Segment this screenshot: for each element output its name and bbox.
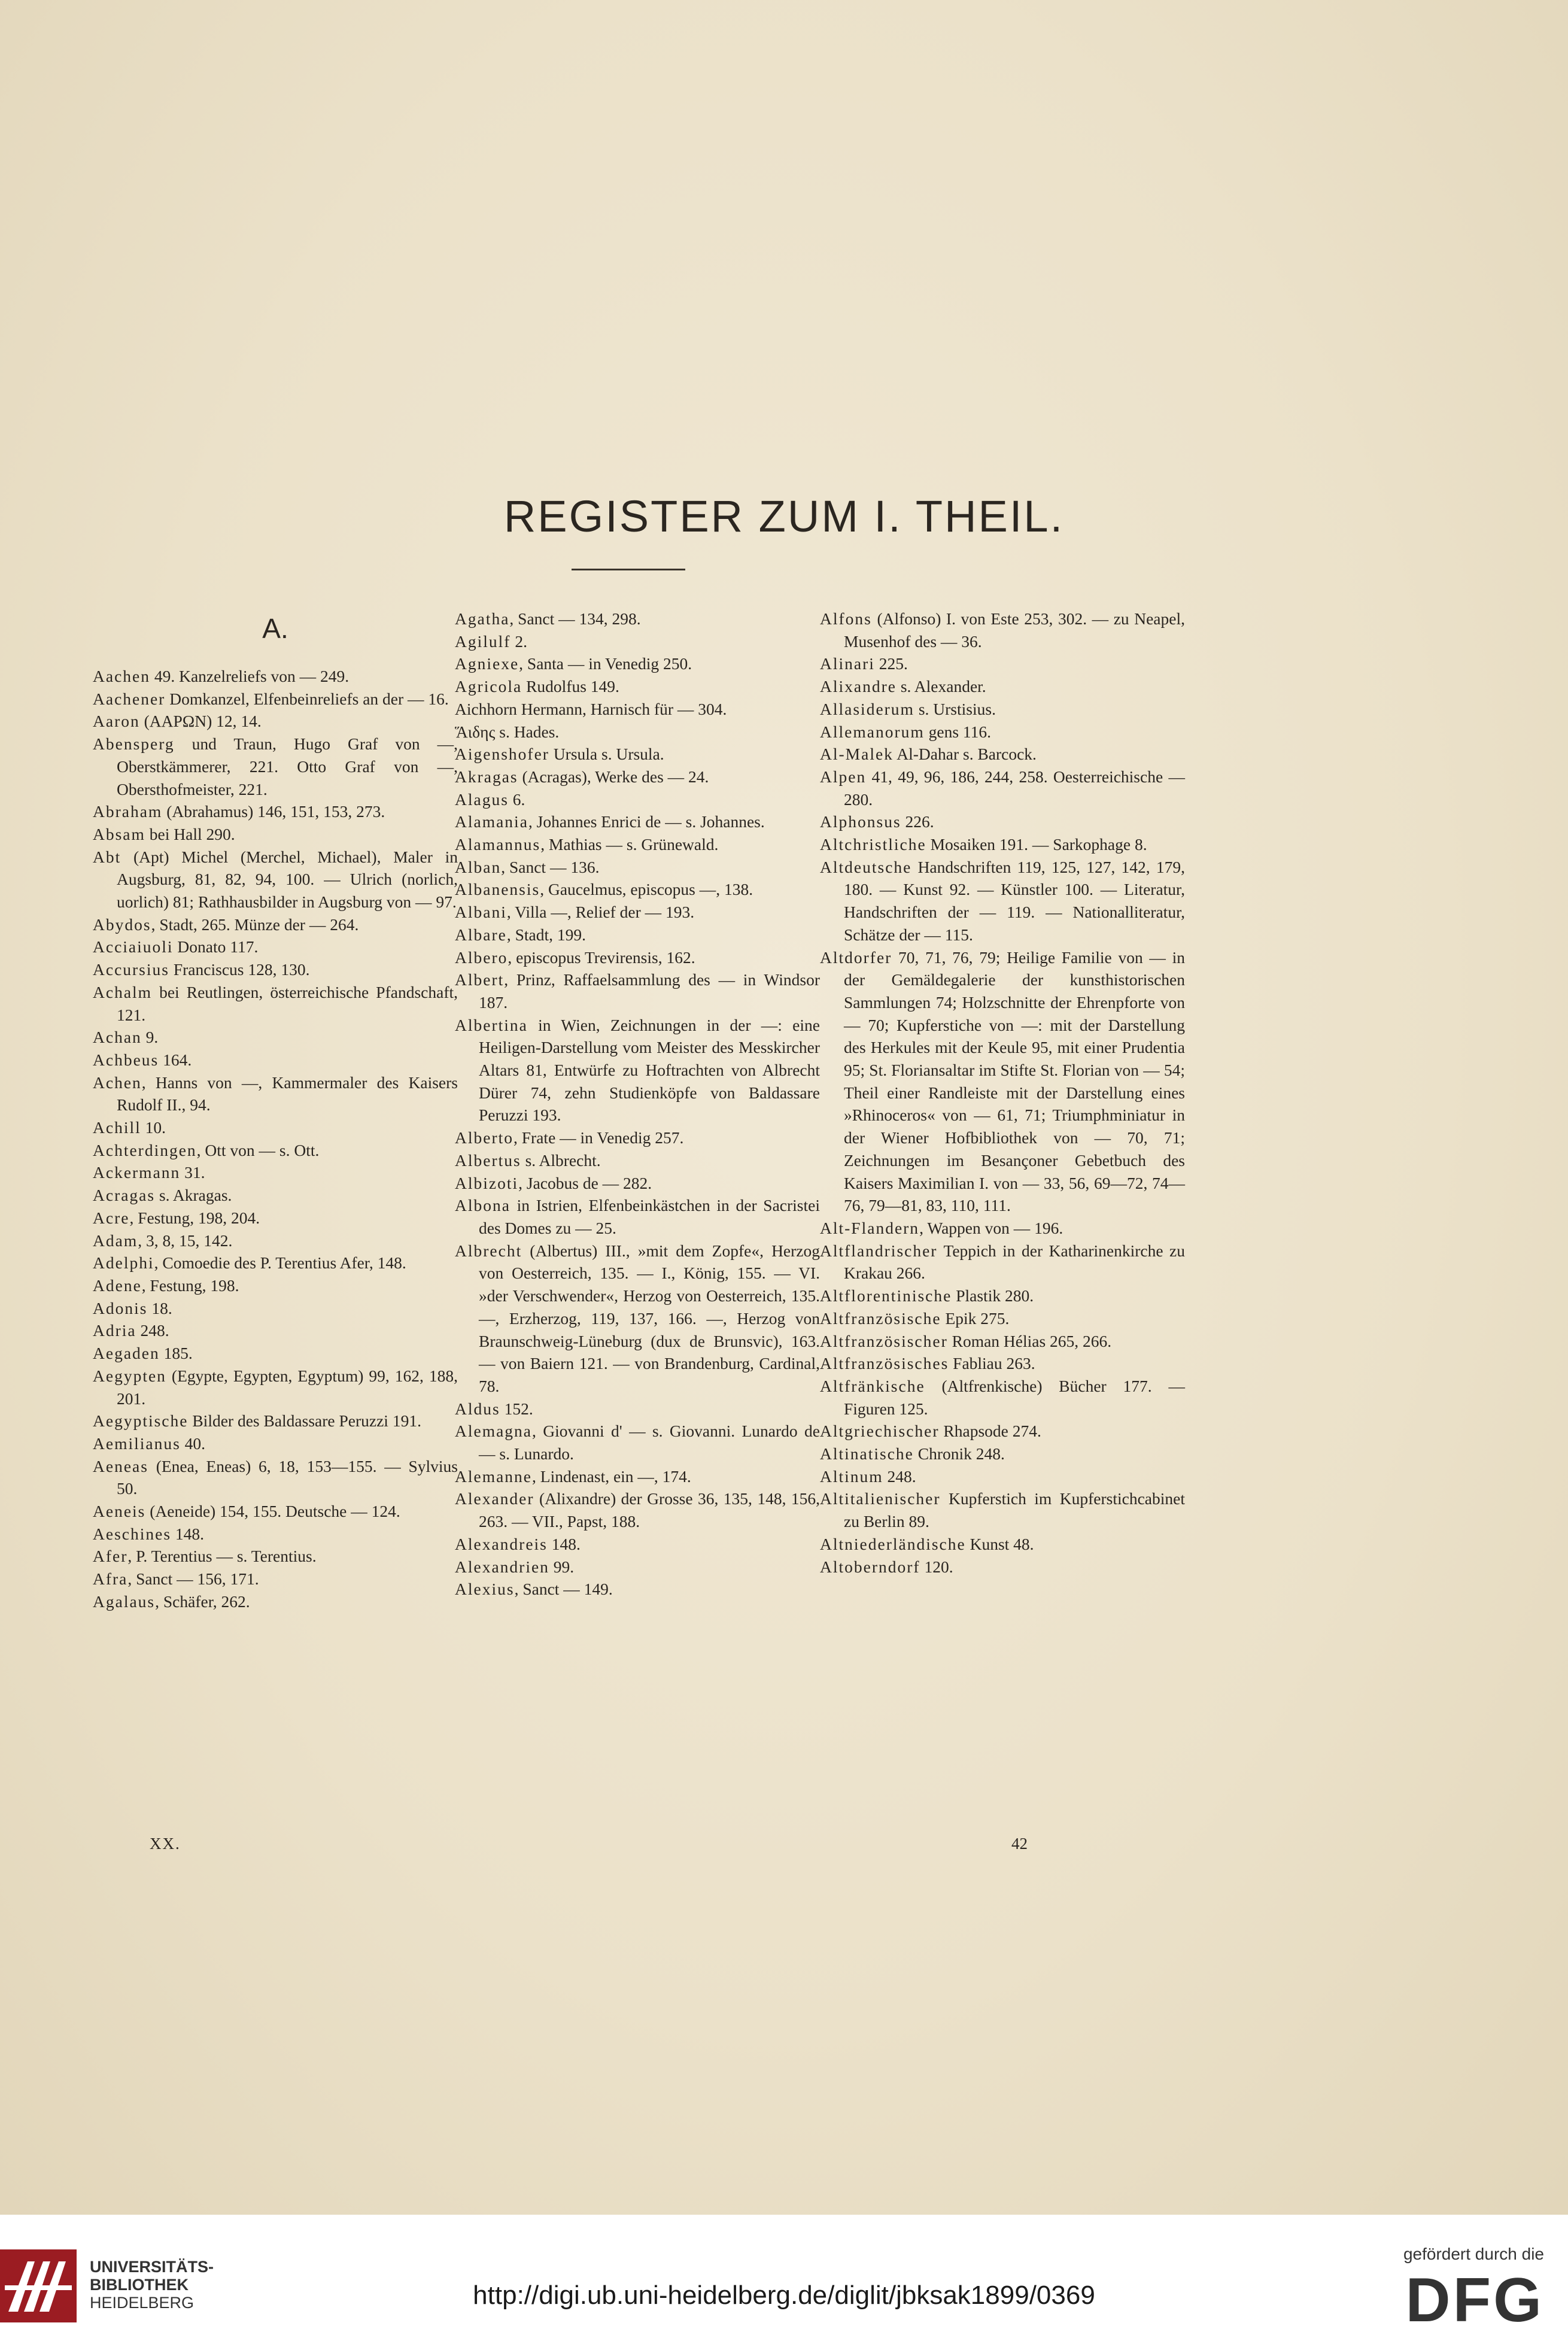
index-entry-text: Al-Dahar s. Barcock.	[893, 745, 1037, 764]
index-entry-text: Plastik 280.	[952, 1286, 1034, 1305]
index-headword: Alexandrien	[455, 1557, 549, 1576]
index-headword: Adelphi	[93, 1253, 154, 1273]
index-entry	[455, 630, 820, 653]
index-entry	[820, 1240, 1185, 1285]
sponsor-label: gefördert durch die	[1403, 2245, 1544, 2263]
index-entry	[455, 788, 820, 811]
index-entry	[455, 1172, 820, 1195]
index-headword: Altfränkische	[820, 1376, 925, 1395]
index-entry	[455, 698, 820, 721]
index-entry	[455, 766, 820, 788]
index-entry	[93, 1523, 458, 1546]
index-headword: Aigenshofer	[455, 745, 549, 764]
index-entry	[455, 946, 820, 969]
index-entry-text: (ΑΑΡΩΝ) 12, 14.	[139, 712, 262, 731]
index-entry	[455, 1240, 820, 1398]
index-entry	[93, 733, 458, 800]
index-entry-text: (Altfrenkische) Bücher 177. — Figuren 125.	[844, 1376, 1185, 1418]
index-headword: Albrecht	[455, 1241, 522, 1260]
index-entry-text: , Villa —, Relief der — 193.	[506, 903, 695, 922]
index-headword: Aeschines	[93, 1524, 172, 1543]
index-entry-text: 18.	[147, 1298, 172, 1317]
index-headword: Altinatische	[820, 1444, 914, 1464]
index-headword: Afer	[93, 1547, 128, 1566]
index-headword: Aldus	[455, 1399, 500, 1418]
index-entry-text: , Giovanni d' — s. Giovanni. Lunardo de — s. Lunardo.	[479, 1422, 820, 1464]
index-entry-text: in Wien, Zeichnungen in der —: eine Heiligen-Darstellung vom Meister des Messkircher Altars 81, Entwürfe zu Hoftrachten von Albrecht Dürer 74, zehn Studienköpfe von Baldassare Peruzzi 193.	[479, 1015, 820, 1125]
index-headword: Abensperg	[93, 734, 175, 754]
index-entry-text: , Ott von — s. Ott.	[196, 1140, 320, 1159]
index-entry	[93, 688, 458, 711]
index-entry-text: 148.	[171, 1524, 205, 1543]
index-entry	[93, 1297, 458, 1320]
index-entry	[820, 833, 1185, 856]
index-entry-text: Kupferstich im Kupferstichcabinet zu Berlin 89.	[844, 1489, 1185, 1531]
index-entry	[455, 1398, 820, 1420]
index-entry-text: 120.	[920, 1557, 953, 1576]
index-entry	[93, 1139, 458, 1162]
index-entry	[820, 1487, 1185, 1532]
index-entry-text: Handschriften 119, 125, 127, 142, 179, 180. — Kunst 92. — Künstler 100. — Literatur, Handschriften der — 119. — Nationalliteratur, Schätze der — 115.	[844, 857, 1185, 944]
index-headword: Altchristliche	[820, 835, 926, 854]
index-headword: Alexandreis	[455, 1534, 548, 1553]
index-entry-text: s. Urstisius.	[914, 699, 996, 718]
index-entry	[820, 766, 1185, 810]
index-entry	[93, 913, 458, 936]
index-entry	[93, 1071, 458, 1116]
index-entry	[93, 1455, 458, 1500]
index-entry	[455, 856, 820, 879]
index-entry-text: Teppich in der Katharinenkirche zu Krakau 266.	[844, 1241, 1185, 1283]
index-entry-text: , episcopus Trevirensis, 162.	[508, 948, 695, 967]
index-entry-text: Chronik 248.	[913, 1444, 1005, 1464]
index-entry-text: bei Hall 290.	[145, 824, 235, 843]
index-entry-text: bei Reutlingen, österreichische Pfandschaft, 121.	[117, 982, 458, 1024]
institution-name: UNIVERSITÄTS- BIBLIOTHEK HEIDELBERG	[90, 2258, 214, 2312]
index-headword: Alban	[455, 857, 502, 876]
index-headword: Altdeutsche	[820, 857, 912, 876]
index-headword: Albare	[455, 925, 507, 944]
index-entry	[455, 1533, 820, 1556]
index-entry	[455, 1420, 820, 1465]
index-entry	[93, 846, 458, 913]
index-entry	[93, 1049, 458, 1071]
index-entry	[820, 856, 1185, 946]
index-entry-text: (Alixandre) der Grosse 36, 135, 148, 156, 263. — VII., Papst, 188.	[479, 1489, 820, 1531]
index-entry-text: s. Alexander.	[896, 677, 986, 696]
index-headword: Albona	[455, 1196, 510, 1215]
index-headword: Altitalienischer	[820, 1489, 941, 1508]
index-entry-text: s. Albrecht.	[521, 1150, 601, 1170]
index-entry-text: Franciscus 128, 130.	[169, 960, 310, 979]
index-entry-text: gens 116.	[924, 722, 992, 741]
index-headword: Altdorfer	[820, 948, 892, 967]
index-entry	[820, 810, 1185, 833]
index-headword: Alamannus	[455, 835, 541, 854]
index-entry-text: , Sanct — 134, 298.	[509, 609, 641, 628]
index-headword: Aachener	[93, 689, 166, 708]
index-headword: Albertina	[455, 1015, 528, 1034]
index-headword: Ackermann	[93, 1163, 181, 1182]
index-headword: Adria	[93, 1321, 136, 1340]
index-entry-text: (Albertus) III., »mit dem Zopfe«, Herzog von Oesterreich, 135. — I., König, 155. — VI. »der Verschwender«, Herzog von Oesterreich, 135. —, Erzherzog, 119, 137, 166. —, Herzog von Braunschweig-Lüneburg (dux de Brunsvic), 163. — von Baiern 121. — von Brandenburg, Cardinal, 78.	[479, 1241, 820, 1395]
index-entry	[93, 1116, 458, 1139]
index-entry-text: (Apt) Michel (Merchel, Michael), Maler in Augsburg, 81, 82, 94, 100. — Ulrich (norlich, uorlich) 81; Rathhausbilder in Augsburg von — 97.	[117, 847, 458, 912]
index-headword: Achen	[93, 1073, 142, 1092]
index-headword: Aeneis	[93, 1502, 146, 1521]
index-entry	[820, 1420, 1185, 1443]
index-entry	[820, 1330, 1185, 1353]
index-entry-text: , P. Terentius — s. Terentius.	[127, 1547, 317, 1566]
index-headword: Alberto	[455, 1128, 514, 1147]
index-headword: Alixandre	[820, 677, 897, 696]
index-entry-text: s. Akragas.	[155, 1186, 232, 1205]
index-headword: Alagus	[455, 790, 509, 809]
index-entry-text: 148.	[547, 1534, 581, 1553]
index-entry	[820, 1533, 1185, 1556]
index-entry	[455, 1487, 820, 1532]
index-entry-text: (Egypte, Egypten, Egyptum) 99, 162, 188, 201.	[117, 1366, 458, 1408]
index-entry-text: , Lindenast, ein —, 174.	[532, 1466, 691, 1486]
index-entry-text: Ἅιδης s. Hades.	[455, 722, 560, 741]
index-headword: Akragas	[455, 767, 518, 786]
index-entry	[93, 1229, 458, 1252]
index-entry	[820, 1556, 1185, 1578]
index-entry-text: Fabliau 263.	[949, 1354, 1035, 1373]
index-headword: Albizoti	[455, 1173, 519, 1192]
index-headword: Alt-Flandern	[820, 1218, 920, 1237]
index-headword: Altfranzösisches	[820, 1354, 949, 1373]
index-entry	[820, 1375, 1185, 1420]
index-entry	[455, 675, 820, 698]
index-entry	[93, 1410, 458, 1432]
index-entry	[455, 743, 820, 766]
index-headword: Abydos	[93, 915, 151, 934]
index-entry-text: (Acragas), Werke des — 24.	[518, 767, 709, 786]
index-headword: Allasiderum	[820, 699, 914, 718]
index-entry	[820, 608, 1185, 652]
index-headword: Agricola	[455, 677, 522, 696]
index-entry-text: , Gaucelmus, episcopus —, 138.	[540, 880, 753, 899]
index-entry	[455, 924, 820, 946]
index-headword: Alfons	[820, 609, 872, 628]
index-entry	[93, 823, 458, 846]
index-headword: Adonis	[93, 1298, 148, 1317]
index-headword: Albero	[455, 948, 508, 967]
index-entry	[820, 675, 1185, 698]
index-column-3	[820, 608, 1185, 1578]
index-entry	[93, 1545, 458, 1568]
index-entry-text: in Istrien, Elfenbeinkästchen in der Sacristei des Domes zu — 25.	[479, 1196, 820, 1237]
index-headword: Achan	[93, 1028, 142, 1047]
index-entry	[455, 1149, 820, 1172]
index-headword: Alemanne	[455, 1466, 533, 1486]
page-number: 42	[1011, 1835, 1028, 1853]
index-entry	[455, 652, 820, 675]
index-headword: Aegypten	[93, 1366, 166, 1385]
index-entry-text: , Sanct — 156, 171.	[127, 1569, 259, 1589]
index-headword: Albert	[455, 970, 505, 989]
index-entry	[455, 833, 820, 856]
index-entry-text: Mosaiken 191. — Sarkophage 8.	[926, 835, 1147, 854]
index-entry-text: Ursula s. Ursula.	[549, 745, 664, 764]
index-headword: Alexander	[455, 1489, 534, 1508]
index-headword: Albertus	[455, 1150, 521, 1170]
index-entry	[93, 1500, 458, 1523]
index-entry	[455, 810, 820, 833]
index-entry	[93, 981, 458, 1026]
document-url-link[interactable]: http://digi.ub.uni-heidelberg.de/diglit/jbksak1899/0369	[473, 2281, 1095, 2310]
index-headword: Achbeus	[93, 1050, 159, 1069]
index-entry-text: Bilder des Baldassare Peruzzi 191.	[188, 1411, 421, 1431]
index-entry	[93, 1161, 458, 1184]
index-entry-text: Kunst 48.	[965, 1534, 1034, 1553]
index-headword: Albani	[455, 903, 507, 922]
index-headword: Acciaiuoli	[93, 937, 174, 957]
index-entry-text: 99.	[549, 1557, 575, 1576]
index-entry	[820, 652, 1185, 675]
index-entry	[455, 1014, 820, 1127]
index-headword: Acre	[93, 1208, 130, 1227]
index-headword: Albanensis	[455, 880, 540, 899]
index-entry-text: und Traun, Hugo Graf von —, Oberstkämmerer, 221. Otto Graf von —, Obersthofmeister, 221.	[117, 734, 458, 798]
index-entry	[820, 1352, 1185, 1375]
index-entry-text: (Aeneide) 154, 155. Deutsche — 124.	[145, 1502, 400, 1521]
index-entry	[820, 1465, 1185, 1488]
index-entry	[93, 1207, 458, 1229]
index-entry-text: Epik 275.	[941, 1308, 1010, 1328]
index-entry	[820, 1285, 1185, 1307]
index-entry-text: 9.	[141, 1028, 159, 1047]
index-entry	[455, 1127, 820, 1149]
index-entry-text: , Hanns von —, Kammermaler des Kaisers Rudolf II., 94.	[117, 1073, 458, 1115]
index-headword: Altflandrischer	[820, 1241, 938, 1260]
index-entry-text: , Comoedie des P. Terentius Afer, 148.	[154, 1253, 406, 1273]
index-headword: Altfranzösische	[820, 1308, 941, 1328]
index-entry-text: 41, 49, 96, 186, 244, 258. Oesterreichische — 280.	[844, 767, 1185, 809]
signature-mark: XX.	[150, 1835, 181, 1853]
index-entry	[455, 1578, 820, 1601]
index-headword: Agilulf	[455, 631, 511, 651]
index-entry	[93, 1026, 458, 1049]
index-headword: Allemanorum	[820, 722, 925, 741]
index-entry	[455, 1465, 820, 1488]
index-column-2	[455, 608, 820, 1601]
index-entry-text: , Prinz, Raffaelsammlung des — in Windsor 187.	[479, 970, 820, 1012]
index-entry	[93, 710, 458, 733]
index-entry	[93, 958, 458, 981]
index-headword: Aegyptische	[93, 1411, 189, 1431]
index-headword: Achill	[93, 1118, 141, 1137]
index-headword: Alphonsus	[820, 812, 901, 831]
index-entry-text: Domkanzel, Elfenbeinreliefs an der — 16.	[165, 689, 449, 708]
index-entry-text: 164.	[159, 1050, 192, 1069]
index-headword: Aaron	[93, 712, 140, 731]
index-entry	[93, 1568, 458, 1590]
index-entry-text: 152.	[500, 1399, 533, 1418]
index-entry	[93, 665, 458, 688]
index-headword: Al-Malek	[820, 745, 894, 764]
index-entry-text: 10.	[141, 1118, 166, 1137]
index-column-1	[93, 608, 458, 1613]
index-entry	[820, 1217, 1185, 1240]
index-entry-text: Donato 117.	[173, 937, 259, 957]
index-headword: Achterdingen	[93, 1140, 197, 1159]
index-headword: Abraham	[93, 802, 163, 821]
index-headword: Agatha	[455, 609, 510, 628]
index-headword: Aemilianus	[93, 1434, 181, 1453]
index-entry	[93, 936, 458, 958]
index-headword: Alpen	[820, 767, 867, 786]
index-entry	[455, 1194, 820, 1239]
index-entry-text: , Frate — in Venedig 257.	[513, 1128, 684, 1147]
index-entry	[93, 1342, 458, 1365]
index-entry-text: , Wappen von — 196.	[919, 1218, 1063, 1237]
index-headword: Adene	[93, 1276, 142, 1295]
index-headword: Abt	[93, 847, 121, 866]
index-entry-text: 185.	[159, 1344, 193, 1363]
index-entry-text: , Sanct — 136.	[501, 857, 600, 876]
index-entry	[820, 743, 1185, 766]
index-entry	[820, 1307, 1185, 1330]
index-headword: Absam	[93, 824, 145, 843]
index-entry-text: 6.	[508, 790, 525, 809]
index-entry	[93, 1252, 458, 1274]
index-entry-text: Roman Hélias 265, 266.	[947, 1331, 1112, 1350]
index-entry-text: Rudolfus 149.	[522, 677, 619, 696]
index-headword: Altinum	[820, 1466, 883, 1486]
index-entry	[93, 1184, 458, 1207]
index-headword: Alinari	[820, 654, 875, 673]
index-entry-text: , 3, 8, 15, 142.	[138, 1231, 233, 1250]
index-entry-text: 2.	[510, 631, 527, 651]
index-entry-text: Aichhorn Hermann, Harnisch für — 304.	[455, 699, 727, 718]
index-entry	[93, 1365, 458, 1410]
index-entry-text: , Jacobus de — 282.	[518, 1173, 652, 1192]
index-headword: Alexius	[455, 1580, 515, 1599]
index-headword: Alamania	[455, 812, 528, 831]
index-entry-text: , Mathias — s. Grünewald.	[540, 835, 719, 854]
index-entry	[455, 878, 820, 901]
index-entry	[820, 946, 1185, 1217]
index-entry	[93, 1274, 458, 1297]
index-headword: Altgriechischer	[820, 1422, 940, 1441]
index-headword: Altflorentinische	[820, 1286, 952, 1305]
index-entry-text: 225.	[874, 654, 908, 673]
index-entry-text: 70, 71, 76, 79; Heilige Familie von — in der Gemäldegalerie der kunsthistorischen Sammlungen 74; Holzschnitte der Ehrenpforte von — 70; Kupferstiche von —: mit der Darstellung des Herkules mit der Keule 95, mit einer Prudentia 95; St. Floriansaltar im Stifte St. Florian von — 54; Theil einer Randleiste mit der Darstellung eines »Rhinoceros« von — 61, 71; Triumphminiatur in der Wiener Hofbibliothek von — 70, 71; Zeichnungen im Besançoner Gebetbuch des Kaisers Maximilian I. von — 33, 56, 69—72, 74—76, 79—81, 83, 110, 111.	[844, 948, 1185, 1215]
index-headword: Aachen	[93, 667, 150, 685]
index-entry-text: (Alfonso) I. von Este 253, 302. — zu Neapel, Musenhof des — 36.	[844, 609, 1185, 651]
viewer-footer	[0, 2215, 1568, 2344]
index-entry-text: 49. Kanzelreliefs von — 249.	[150, 667, 350, 685]
index-entry-text: , Sanct — 149.	[514, 1580, 613, 1599]
index-entry	[820, 721, 1185, 743]
index-entry-text: , Johannes Enrici de — s. Johannes.	[528, 812, 765, 831]
index-entry-text: , Festung, 198.	[141, 1276, 239, 1295]
index-headword: Achalm	[93, 982, 153, 1001]
index-entry-text: 248.	[136, 1321, 169, 1340]
index-entry	[93, 1432, 458, 1455]
index-entry	[93, 1319, 458, 1342]
index-headword: Altoberndorf	[820, 1557, 920, 1576]
index-entry-text: , Schäfer, 262.	[155, 1592, 250, 1611]
index-entry	[455, 901, 820, 924]
index-entry-text: 31.	[180, 1163, 205, 1182]
index-entry-text: , Santa — in Venedig 250.	[519, 654, 692, 673]
index-headword: Agniexe	[455, 654, 519, 673]
index-entry-text: 226.	[901, 812, 934, 831]
index-entry	[455, 721, 820, 743]
index-entry	[455, 968, 820, 1013]
index-entry	[455, 1556, 820, 1578]
index-entry-text: , Stadt, 265. Münze der — 264.	[151, 915, 359, 934]
index-headword: Afra	[93, 1569, 128, 1589]
index-headword: Agalaus	[93, 1592, 156, 1611]
index-entry-text: (Enea, Eneas) 6, 18, 153—155. — Sylvius 50.	[117, 1456, 458, 1498]
index-entry	[820, 698, 1185, 721]
index-entry	[820, 1443, 1185, 1465]
page-title: REGISTER ZUM I. THEIL.	[503, 491, 1065, 541]
index-entry-text: 248.	[883, 1466, 916, 1486]
index-entry-text: Rhapsode 274.	[939, 1422, 1041, 1441]
index-headword: Altniederländische	[820, 1534, 966, 1553]
index-headword: Alemagna	[455, 1422, 533, 1441]
index-headword: Aegaden	[93, 1344, 160, 1363]
dfg-logo: DFG	[1405, 2266, 1544, 2335]
index-headword: Adam	[93, 1231, 138, 1250]
index-headword: Altfranzösischer	[820, 1331, 948, 1350]
index-entry	[93, 800, 458, 823]
title-rule	[572, 569, 685, 570]
index-headword: Acragas	[93, 1186, 156, 1205]
index-entry-text: 40.	[180, 1434, 206, 1453]
index-entry	[93, 1590, 458, 1613]
section-letter: A.	[262, 613, 288, 644]
index-entry-text: , Stadt, 199.	[506, 925, 586, 944]
index-entry	[455, 608, 820, 630]
index-entry-text: (Abrahamus) 146, 151, 153, 273.	[162, 802, 385, 821]
index-headword: Accursius	[93, 960, 169, 979]
index-headword: Aeneas	[93, 1456, 148, 1475]
index-entry-text: , Festung, 198, 204.	[129, 1208, 260, 1227]
